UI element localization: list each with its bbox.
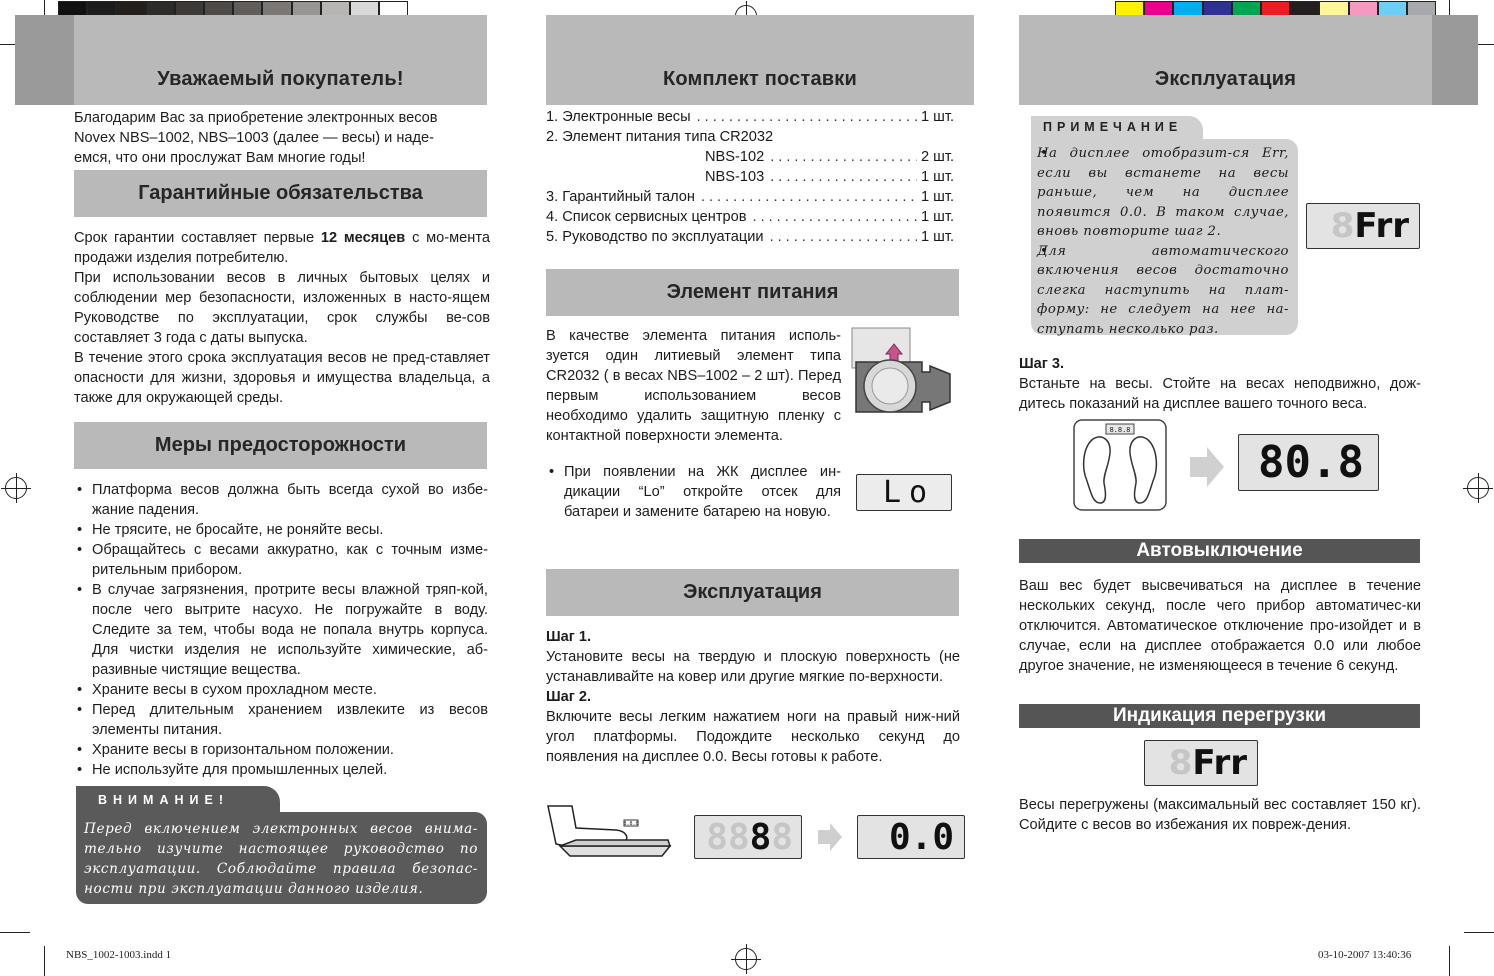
precautions-heading: Меры предосторожности	[74, 422, 487, 469]
contents-item-label: NBS-103	[705, 169, 765, 185]
list-item: • На дисплее отобразит-ся Err, если вы встанете на весы раньше, чем на дисплее появится 0.0. В таком случае, вновь повторите шаг 2.	[1037, 144, 1289, 242]
crop-mark	[1464, 932, 1494, 933]
registration-mark-right	[1467, 477, 1489, 499]
lo-display-value: Lo	[883, 475, 936, 510]
contents-item-qty: 1 шт.	[921, 189, 954, 205]
arrow-right-icon	[1190, 447, 1224, 492]
intro-line: Благодарим Вас за приобретение электронных весов	[74, 110, 438, 126]
list-item	[546, 187, 954, 207]
warranty-text	[74, 228, 490, 408]
col3-title: Эксплуатация	[1019, 15, 1432, 105]
low-battery-note	[546, 462, 841, 522]
display-eight-value: 8	[749, 816, 772, 858]
contents-item-label: 4. Список сервисных центров	[546, 209, 747, 225]
contents-item-label: 5. Руководство по эксплуатации	[546, 229, 764, 245]
contents-list	[546, 107, 954, 247]
dot-leader	[691, 107, 917, 127]
col1-title: Уважаемый покупатель!	[74, 15, 487, 105]
step3-label: Шаг 3.	[1019, 356, 1065, 372]
battery-heading: Элемент питания	[546, 269, 959, 316]
warranty-heading: Гарантийные обязательства	[74, 170, 487, 217]
step2-label: Шаг 2.	[546, 689, 592, 705]
weight-display-value: 80.8	[1258, 437, 1364, 488]
dot-leader	[764, 147, 917, 167]
err-display	[1306, 203, 1420, 249]
step1-text: Установите весы на твердую и плоскую поверхность (не устанавливайте на ковер или другие мягкие по-верхности.	[546, 649, 960, 685]
list-item	[546, 227, 954, 247]
err-display-value: Frr	[1354, 206, 1409, 246]
step3-text-block	[1019, 354, 1421, 414]
warranty-p3: В течение этого срока эксплуатация весов не пред-ставляет опасности для жизни, здоровья и имущества владельца, а также для окружающей среды.	[74, 350, 490, 406]
contents-item-label: 2. Элемент питания типа CR2032	[546, 129, 774, 145]
header-band-left	[15, 15, 75, 105]
note-list	[1037, 144, 1289, 339]
list-item	[546, 207, 954, 227]
list-item	[546, 167, 954, 187]
display-eight	[694, 815, 802, 859]
list-item: • Храните весы в сухом прохладном месте.	[74, 680, 488, 700]
contents-item-qty: 1 шт.	[921, 209, 954, 225]
display-ghost-digit: 8	[1330, 206, 1355, 246]
display-ghost-digit: 8	[1168, 743, 1193, 783]
intro-line: емся, что они прослужат Вам многие годы!	[74, 150, 366, 166]
overload-display	[1144, 740, 1258, 786]
warranty-p1: Срок гарантии составляет первые 12 месяцев с мо-мента продажи изделия потребителю.	[74, 230, 490, 266]
battery-compartment-illustration	[850, 322, 954, 414]
list-item: • Не трясите, не бросайте, не роняйте весы.	[74, 520, 488, 540]
crop-mark	[0, 932, 30, 933]
contents-item-label: NBS-102	[705, 149, 765, 165]
scale-footprints-illustration	[1073, 419, 1167, 511]
warranty-p2: При использовании весов в личных бытовых целях и соблюдении мер безопасности, изложенных в насто-ящем Руководстве по эксплуатации, срок службы ве-сов составляет 3 года с даты выпуска.	[74, 270, 490, 346]
contents-item-qty: 2 шт.	[921, 149, 954, 165]
contents-item-qty: 1 шт.	[921, 109, 954, 125]
operation-heading: Эксплуатация	[546, 569, 959, 616]
scale-mini-display: 8.8.8	[1109, 426, 1131, 434]
list-item: • В случае загрязнения, протрите весы влажной тряп-кой, после чего вытрите насухо. Не погружайте в воду. Следите за тем, чтобы вода не попала внутрь корпуса. Для чистки изделия не используйте химические, аб-разивные чистящие вещества.	[74, 580, 488, 680]
dot-leader	[764, 227, 917, 247]
intro-line: Novex NBS–1002, NBS–1003 (далее — весы) и наде-	[74, 130, 434, 146]
foot-on-scale-illustration	[546, 804, 676, 860]
attention-text: Перед включением электронных весов внима-тельно изучите настоящее руководство по эксплуатации. Соблюдайте правила безопас-ности при эксплуатации данного изделия.	[84, 821, 478, 897]
col2-title: Комплект поставки	[546, 15, 974, 105]
list-item: • Храните весы в горизонтальном положении.	[74, 740, 488, 760]
list-item: • Платформа весов должна быть всегда сухой во избе-жание падения.	[74, 480, 488, 520]
list-item: • Обращайтесь с весами аккуратно, как с точным изме-рительным прибором.	[74, 540, 488, 580]
list-item	[546, 147, 954, 167]
weight-display	[1238, 434, 1379, 491]
display-zero-value: 0.0	[888, 816, 954, 858]
crop-mark	[1449, 946, 1450, 976]
step1-label: Шаг 1.	[546, 629, 592, 645]
attention-label: ВНИМАНИЕ!	[76, 786, 280, 818]
display-ghost-digit: 8	[771, 816, 793, 858]
intro-text	[74, 108, 488, 168]
overload-heading: Индикация перегрузки	[1019, 704, 1420, 728]
contents-item-qty: 1 шт.	[921, 229, 954, 245]
note-label: ПРИМЕЧАНИЕ	[1031, 116, 1203, 144]
step2-text: Включите весы легким нажатием ноги на правый ниж-ний угол платформы. Подождите несколько секунд до появления на дисплее 0.0. Весы готовы к работе.	[546, 709, 960, 765]
overload-display-value: Frr	[1192, 743, 1247, 783]
display-ghost-digits: 88	[706, 816, 750, 858]
registration-mark-bottom	[735, 948, 757, 970]
footer-timestamp: 03-10-2007 13:40:36	[1318, 949, 1412, 961]
dot-leader	[747, 207, 917, 227]
auto-off-text: Ваш вес будет высвечиваться на дисплее в течение нескольких секунд, после чего прибор автоматичес-ки отключится. Автоматическое отключение про-изойдет и в случае, если на дисплее отображается 0.0 или любое другое значение, не изменяющееся в течение 6 секунд.	[1019, 578, 1421, 674]
contents-item-label: 3. Гарантийный талон	[546, 189, 695, 205]
dot-leader	[764, 167, 917, 187]
attention-box	[76, 812, 487, 904]
battery-text: В качестве элемента питания исполь-зуется один литиевый элемент типа CR2032 ( в весах NBS–1002 – 2 шт). Перед первым использованием весов необходимо удалить защитную пленку с контактной поверхности элемента.	[546, 328, 841, 444]
display-zero	[857, 815, 965, 859]
lo-display	[856, 474, 952, 511]
operation-steps	[546, 627, 960, 767]
scale-mini-display: 8.8.8	[623, 821, 639, 827]
arrow-right-icon	[818, 823, 842, 856]
precautions-list	[74, 480, 488, 780]
contents-item-qty: 1 шт.	[921, 169, 954, 185]
list-item	[546, 127, 954, 147]
list-item: • Не используйте для промышленных целей.	[74, 760, 488, 780]
overload-text: Весы перегружены (максимальный вес составляет 150 кг). Сойдите с весов во избежания их повреж-дения.	[1019, 797, 1421, 833]
footer-file-name: NBS_1002-1003.indd 1	[66, 949, 172, 961]
auto-off-heading: Автовыключение	[1019, 539, 1420, 563]
dot-leader	[695, 187, 917, 207]
header-band-right	[1430, 15, 1478, 105]
crop-mark	[44, 946, 45, 976]
list-item	[546, 107, 954, 127]
list-item: • Перед длительным хранением извлеките из весов элементы питания.	[74, 700, 488, 740]
registration-mark-left	[5, 477, 27, 499]
list-item: • При появлении на ЖК дисплее ин-дикации “Lo” откройте отсек для батареи и замените батарею на новую.	[546, 462, 841, 522]
contents-item-label: 1. Электронные весы	[546, 109, 691, 125]
step3-text: Встаньте на весы. Стойте на весах неподвижно, дож-дитесь показаний на дисплее вашего точного веса.	[1019, 376, 1421, 412]
list-item: • Для автоматического включения весов достаточно слегка наступить на плат-форму: не следует на нее на-ступать несколько раз.	[1037, 242, 1289, 340]
